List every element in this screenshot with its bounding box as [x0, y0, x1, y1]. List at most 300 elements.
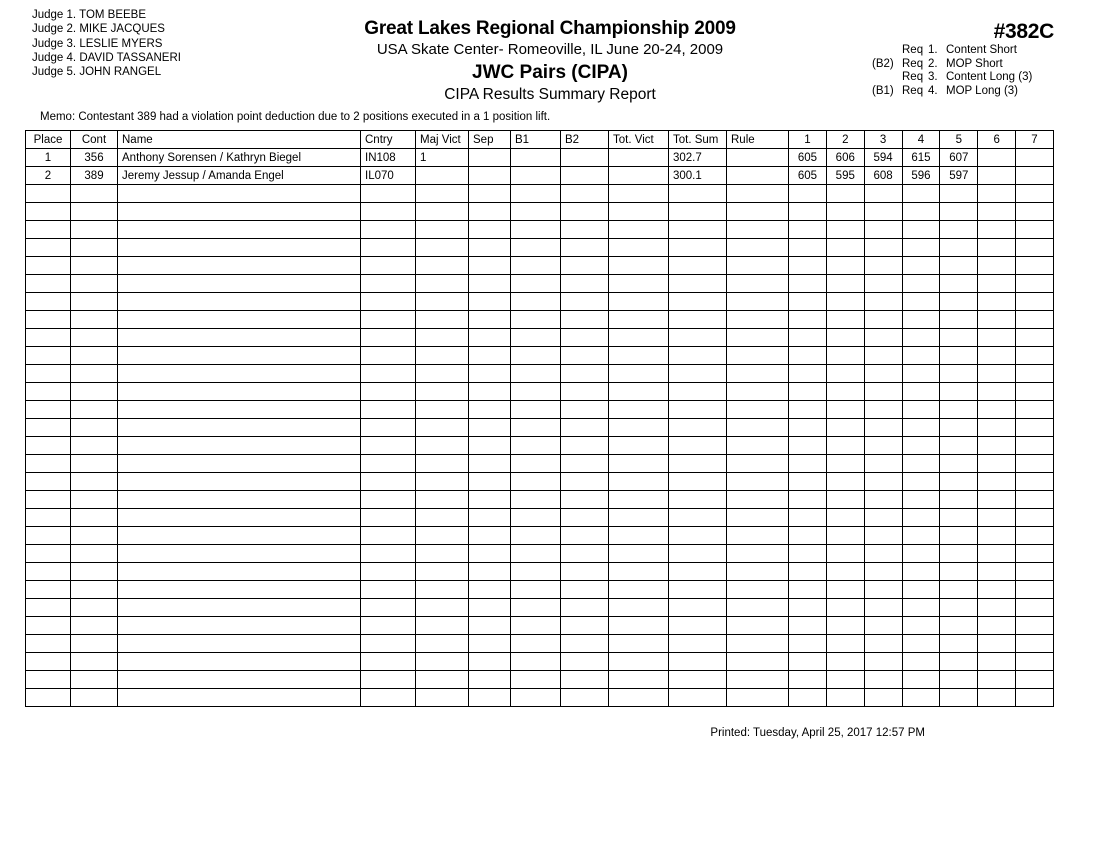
cell-empty [864, 311, 902, 329]
cell-empty [361, 203, 416, 221]
requirement-text: MOP Short [946, 57, 1003, 70]
cell-empty [789, 653, 827, 671]
cell-empty [561, 617, 609, 635]
cell-empty [669, 437, 727, 455]
cell-empty [511, 617, 561, 635]
cell-empty [118, 671, 361, 689]
cell-empty [469, 491, 511, 509]
cell-empty [118, 545, 361, 563]
cell-empty [669, 689, 727, 707]
cell-empty [978, 383, 1016, 401]
table-row-empty [26, 329, 1054, 347]
cell-empty [561, 311, 609, 329]
cell-empty [789, 365, 827, 383]
cell-empty [789, 185, 827, 203]
cell-empty [978, 239, 1016, 257]
cell-tot-sum: 302.7 [669, 149, 727, 167]
cell-empty [561, 545, 609, 563]
cell-judge-score-3: 608 [864, 167, 902, 185]
cell-empty [416, 473, 469, 491]
cell-empty [416, 329, 469, 347]
cell-empty [902, 437, 940, 455]
cell-empty [1016, 365, 1054, 383]
requirement-row [872, 58, 1054, 72]
cell-empty [118, 527, 361, 545]
cell-empty [940, 311, 978, 329]
cell-empty [1016, 437, 1054, 455]
cell-empty [416, 671, 469, 689]
judge-row [32, 8, 181, 22]
cell-empty [361, 635, 416, 653]
cell-empty [469, 401, 511, 419]
cell-empty [1016, 545, 1054, 563]
cell-empty [940, 419, 978, 437]
cell-empty [118, 653, 361, 671]
requirement-number: 2. [928, 57, 938, 70]
cell-empty [864, 221, 902, 239]
cell-empty [978, 365, 1016, 383]
cell-empty [902, 401, 940, 419]
cell-empty [26, 509, 71, 527]
cell-empty [902, 419, 940, 437]
cell-empty [26, 383, 71, 401]
cell-empty [789, 491, 827, 509]
judge-row [32, 37, 181, 51]
cell-empty [511, 275, 561, 293]
cell-empty [669, 203, 727, 221]
cell-empty [26, 581, 71, 599]
cell-empty [902, 455, 940, 473]
requirement-number: 3. [928, 71, 938, 84]
requirement-text: Content Short [946, 44, 1017, 56]
cell-empty [826, 671, 864, 689]
event-venue: USA Skate Center- Romeoville, IL June 20-24, 2009 [376, 41, 724, 58]
cell-empty [469, 455, 511, 473]
cell-empty [361, 221, 416, 239]
cell-empty [609, 617, 669, 635]
cell-empty [978, 689, 1016, 707]
cell-empty [511, 545, 561, 563]
cell-empty [902, 563, 940, 581]
cell-empty [361, 617, 416, 635]
cell-empty [940, 257, 978, 275]
cell-empty [902, 491, 940, 509]
cell-empty [469, 275, 511, 293]
cell-empty [669, 653, 727, 671]
cell-empty [71, 635, 118, 653]
cell-empty [469, 635, 511, 653]
cell-empty [669, 239, 727, 257]
cell-empty [727, 239, 789, 257]
cell-empty [609, 455, 669, 473]
cell-empty [826, 329, 864, 347]
column-header-3: 3 [864, 131, 902, 149]
cell-empty [26, 527, 71, 545]
judge-name: LESLIE MYERS [76, 37, 163, 50]
cell-empty [416, 635, 469, 653]
cell-empty [26, 329, 71, 347]
cell-empty [609, 275, 669, 293]
cell-judge-score-6 [978, 167, 1016, 185]
column-header-cntry: Cntry [361, 131, 416, 149]
cell-empty [978, 275, 1016, 293]
cell-empty [416, 401, 469, 419]
cell-empty [361, 527, 416, 545]
cell-empty [1016, 473, 1054, 491]
cell-empty [26, 221, 71, 239]
column-header-sep: Sep [469, 131, 511, 149]
cell-empty [71, 419, 118, 437]
cell-empty [826, 563, 864, 581]
judges-panel [32, 8, 181, 79]
cell-empty [826, 365, 864, 383]
cell-empty [26, 293, 71, 311]
judge-label: Judge [32, 37, 64, 50]
cell-empty [609, 671, 669, 689]
cell-name: Jeremy Jessup / Amanda Engel [118, 167, 361, 185]
cell-empty [71, 527, 118, 545]
cell-empty [511, 491, 561, 509]
cell-empty [1016, 617, 1054, 635]
judge-name: TOM BEEBE [76, 9, 147, 21]
cell-empty [26, 653, 71, 671]
table-row-empty [26, 185, 1054, 203]
cell-empty [26, 365, 71, 383]
cell-empty [669, 491, 727, 509]
cell-empty [26, 275, 71, 293]
cell-empty [609, 509, 669, 527]
table-row-empty [26, 383, 1054, 401]
cell-empty [902, 509, 940, 527]
table-row-empty [26, 419, 1054, 437]
cell-empty [727, 581, 789, 599]
cell-empty [118, 563, 361, 581]
cell-empty [416, 455, 469, 473]
cell-empty [469, 257, 511, 275]
cell-empty [789, 401, 827, 419]
cell-empty [940, 689, 978, 707]
cell-empty [71, 653, 118, 671]
cell-empty [416, 221, 469, 239]
requirement-bonus: (B1) [872, 84, 894, 97]
cell-empty [902, 635, 940, 653]
cell-judge-score-7 [1016, 149, 1054, 167]
cell-empty [609, 383, 669, 401]
cell-empty [26, 311, 71, 329]
cell-empty [561, 293, 609, 311]
cell-empty [826, 653, 864, 671]
cell-empty [902, 293, 940, 311]
cell-empty [727, 185, 789, 203]
cell-empty [826, 527, 864, 545]
cell-empty [940, 563, 978, 581]
cell-empty [561, 509, 609, 527]
cell-cont: 389 [71, 167, 118, 185]
table-row-empty [26, 491, 1054, 509]
cell-empty [71, 383, 118, 401]
cell-empty [669, 185, 727, 203]
cell-empty [511, 473, 561, 491]
cell-empty [789, 527, 827, 545]
table-row-empty [26, 527, 1054, 545]
cell-empty [978, 545, 1016, 563]
cell-empty [1016, 581, 1054, 599]
cell-judge-score-1: 605 [789, 167, 827, 185]
cell-empty [864, 419, 902, 437]
cell-empty [789, 275, 827, 293]
cell-empty [561, 419, 609, 437]
cell-empty [789, 581, 827, 599]
cell-empty [789, 203, 827, 221]
cell-empty [561, 401, 609, 419]
cell-empty [71, 689, 118, 707]
cell-empty [864, 617, 902, 635]
cell-empty [1016, 275, 1054, 293]
cell-empty [561, 221, 609, 239]
cell-empty [978, 329, 1016, 347]
cell-empty [864, 437, 902, 455]
cell-empty [511, 671, 561, 689]
cell-empty [826, 617, 864, 635]
cell-empty [826, 581, 864, 599]
cell-tot-vict [609, 149, 669, 167]
cell-empty [609, 311, 669, 329]
cell-empty [361, 311, 416, 329]
table-row-empty [26, 203, 1054, 221]
cell-empty [978, 203, 1016, 221]
cell-empty [1016, 527, 1054, 545]
cell-empty [669, 311, 727, 329]
cell-empty [561, 653, 609, 671]
cell-empty [669, 365, 727, 383]
cell-empty [416, 617, 469, 635]
cell-empty [511, 383, 561, 401]
cell-empty [416, 545, 469, 563]
cell-empty [826, 491, 864, 509]
table-row-empty [26, 635, 1054, 653]
cell-empty [469, 365, 511, 383]
cell-empty [826, 635, 864, 653]
cell-empty [789, 635, 827, 653]
cell-empty [864, 545, 902, 563]
cell-empty [727, 527, 789, 545]
cell-empty [511, 347, 561, 365]
cell-empty [978, 455, 1016, 473]
cell-sep [469, 167, 511, 185]
cell-empty [902, 347, 940, 365]
cell-empty [118, 275, 361, 293]
cell-place: 2 [26, 167, 71, 185]
cell-empty [609, 527, 669, 545]
cell-empty [609, 347, 669, 365]
cell-empty [26, 185, 71, 203]
cell-empty [511, 509, 561, 527]
cell-empty [561, 671, 609, 689]
cell-empty [469, 509, 511, 527]
cell-empty [864, 635, 902, 653]
cell-empty [864, 329, 902, 347]
cell-empty [1016, 689, 1054, 707]
cell-empty [469, 329, 511, 347]
cell-empty [864, 527, 902, 545]
cell-empty [902, 689, 940, 707]
cell-empty [940, 365, 978, 383]
cell-empty [864, 347, 902, 365]
cell-empty [727, 599, 789, 617]
cell-empty [940, 473, 978, 491]
cell-empty [71, 185, 118, 203]
cell-empty [727, 365, 789, 383]
cell-empty [71, 329, 118, 347]
cell-empty [511, 581, 561, 599]
cell-empty [71, 455, 118, 473]
cell-empty [71, 563, 118, 581]
cell-empty [361, 491, 416, 509]
cell-empty [361, 185, 416, 203]
cell-empty [1016, 419, 1054, 437]
cell-empty [789, 383, 827, 401]
cell-empty [669, 383, 727, 401]
cell-empty [789, 455, 827, 473]
judge-label: Judge [32, 51, 64, 64]
cell-empty [727, 329, 789, 347]
cell-empty [561, 257, 609, 275]
judge-row [32, 22, 181, 36]
column-header-5: 5 [940, 131, 978, 149]
cell-empty [1016, 221, 1054, 239]
cell-empty [826, 293, 864, 311]
cell-empty [978, 581, 1016, 599]
cell-empty [978, 257, 1016, 275]
cell-empty [1016, 239, 1054, 257]
requirement-bonus: (B2) [872, 57, 894, 70]
cell-empty [26, 617, 71, 635]
cell-empty [561, 275, 609, 293]
cell-empty [789, 599, 827, 617]
table-row-empty [26, 545, 1054, 563]
cell-empty [940, 635, 978, 653]
cell-empty [940, 239, 978, 257]
cell-empty [361, 689, 416, 707]
cell-empty [1016, 653, 1054, 671]
cell-empty [669, 419, 727, 437]
cell-empty [361, 347, 416, 365]
cell-empty [469, 599, 511, 617]
cell-empty [826, 455, 864, 473]
cell-empty [609, 293, 669, 311]
cell-empty [561, 563, 609, 581]
cell-empty [561, 203, 609, 221]
cell-empty [609, 365, 669, 383]
cell-empty [469, 689, 511, 707]
cell-cont: 356 [71, 149, 118, 167]
cell-empty [1016, 257, 1054, 275]
cell-empty [511, 239, 561, 257]
cell-empty [361, 329, 416, 347]
cell-empty [940, 671, 978, 689]
cell-empty [1016, 401, 1054, 419]
cell-empty [469, 383, 511, 401]
table-row-empty [26, 455, 1054, 473]
cell-empty [1016, 203, 1054, 221]
judge-number: 1. [63, 9, 77, 21]
cell-empty [416, 689, 469, 707]
requirement-row [872, 71, 1054, 85]
cell-empty [864, 671, 902, 689]
cell-empty [469, 221, 511, 239]
requirement-number: 4. [928, 84, 938, 97]
cell-empty [864, 581, 902, 599]
cell-empty [978, 617, 1016, 635]
cell-empty [727, 401, 789, 419]
table-row-empty [26, 563, 1054, 581]
cell-empty [71, 347, 118, 365]
requirement-label: Req [902, 84, 924, 97]
cell-empty [361, 257, 416, 275]
table-row-empty [26, 473, 1054, 491]
cell-judge-score-2: 606 [826, 149, 864, 167]
cell-empty [727, 545, 789, 563]
cell-empty [71, 221, 118, 239]
cell-empty [118, 617, 361, 635]
cell-empty [609, 581, 669, 599]
cell-empty [561, 689, 609, 707]
table-row-empty [26, 617, 1054, 635]
cell-empty [26, 491, 71, 509]
cell-empty [902, 275, 940, 293]
cell-empty [118, 437, 361, 455]
requirement-bonus [872, 71, 902, 85]
cell-empty [727, 347, 789, 365]
cell-empty [416, 581, 469, 599]
cell-empty [864, 185, 902, 203]
cell-empty [118, 419, 361, 437]
cell-empty [609, 635, 669, 653]
cell-empty [118, 455, 361, 473]
cell-empty [826, 437, 864, 455]
cell-empty [727, 509, 789, 527]
cell-empty [26, 419, 71, 437]
cell-empty [511, 203, 561, 221]
cell-empty [511, 653, 561, 671]
cell-empty [361, 275, 416, 293]
cell-empty [789, 671, 827, 689]
cell-empty [609, 491, 669, 509]
cell-empty [118, 347, 361, 365]
cell-empty [669, 581, 727, 599]
cell-empty [511, 365, 561, 383]
table-row-empty [26, 437, 1054, 455]
cell-empty [864, 491, 902, 509]
requirement-label: Req [902, 57, 924, 70]
table-row-empty [26, 365, 1054, 383]
cell-empty [26, 347, 71, 365]
cell-empty [978, 185, 1016, 203]
cell-empty [1016, 671, 1054, 689]
cell-empty [1016, 491, 1054, 509]
requirement-label: Req [902, 71, 924, 84]
cell-empty [940, 275, 978, 293]
cell-empty [469, 473, 511, 491]
cell-empty [789, 437, 827, 455]
cell-empty [826, 311, 864, 329]
cell-b1 [511, 149, 561, 167]
judge-name: MIKE JACQUES [76, 23, 165, 36]
cell-empty [361, 239, 416, 257]
table-row-empty [26, 581, 1054, 599]
printed-timestamp: Printed: Tuesday, April 25, 2017 12:57 PM [710, 727, 925, 739]
cell-empty [511, 635, 561, 653]
